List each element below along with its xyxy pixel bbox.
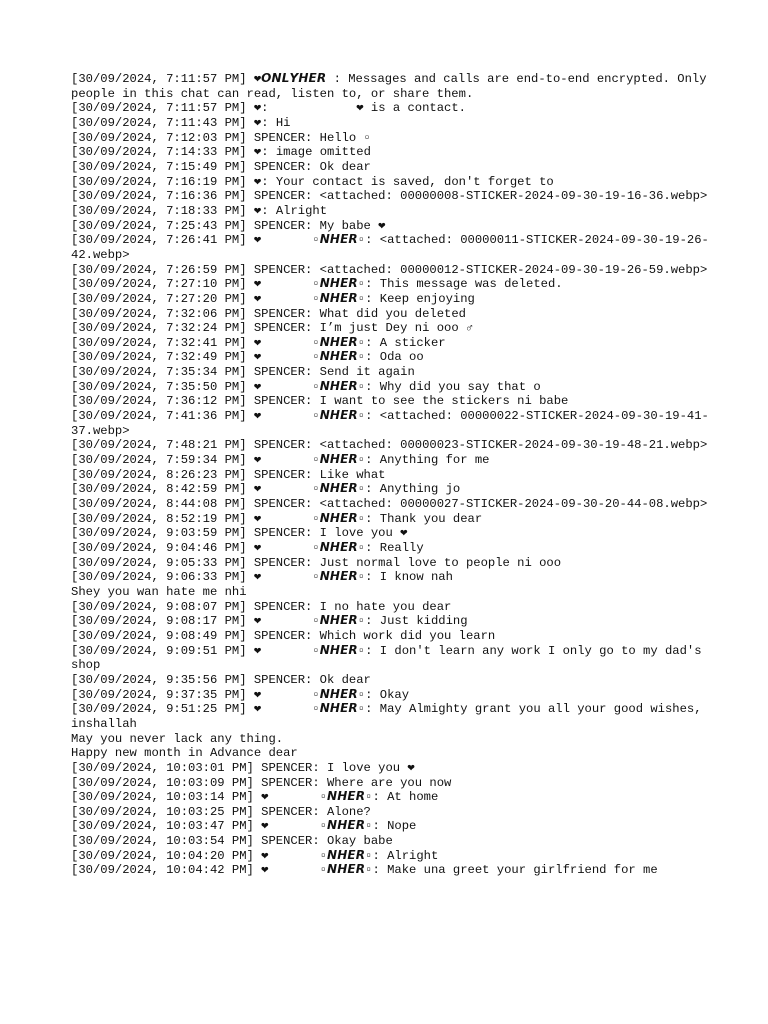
chat-line (71, 116, 711, 131)
message-text: : Really (365, 541, 424, 555)
message-timestamp: [30/09/2024, 7:41:36 PM] (71, 409, 254, 424)
chat-line (71, 512, 711, 527)
message-text: : What did you deleted (305, 306, 466, 321)
message-sender: SPENCER (253, 365, 306, 380)
chat-line (71, 189, 711, 204)
message-text: : <attached: 00000011-STICKER-2024-09-30-19-26-42.webp> (71, 233, 709, 262)
message-sender: ❤ (253, 145, 262, 160)
message-timestamp: [30/09/2024, 7:26:41 PM] (71, 233, 254, 248)
message-text: : Hi (261, 115, 291, 130)
message-timestamp: [30/09/2024, 7:25:43 PM] (71, 218, 254, 233)
message-timestamp: [30/09/2024, 7:32:41 PM] (71, 335, 254, 350)
message-text: : At home (372, 790, 439, 805)
message-sender: SPENCER (253, 262, 306, 277)
message-sender: SPENCER (261, 760, 313, 775)
chat-line (71, 101, 711, 116)
message-text: : Hello ▫ (305, 130, 371, 145)
chat-line (71, 761, 711, 776)
message-timestamp: [30/09/2024, 7:32:49 PM] (71, 350, 254, 365)
message-sender: ❤ ▫𝙉𝙃𝙀𝙍▫ (253, 570, 366, 585)
message-text: : Like what (305, 467, 386, 482)
message-sender: ❤ (253, 115, 262, 130)
message-text: : Okay babe (312, 834, 393, 849)
message-sender: SPENCER (253, 218, 306, 233)
chat-line (71, 438, 711, 453)
chat-line (71, 336, 711, 351)
message-timestamp: [30/09/2024, 8:44:08 PM] (71, 497, 254, 512)
chat-line (71, 819, 711, 834)
chat-line (71, 160, 711, 175)
message-text: : A sticker (365, 335, 446, 350)
message-text: ❤ is a contact. (356, 101, 466, 116)
message-text: : Ok dear (305, 159, 371, 174)
message-timestamp: [30/09/2024, 7:18:33 PM] (71, 203, 254, 218)
message-sender: SPENCER (253, 628, 306, 643)
chat-line (71, 453, 711, 468)
message-text: : Messages and calls are end-to-end encrypted. Only people in this chat can read, listen to, or share them. (71, 72, 714, 101)
message-text: : Thank you dear (365, 511, 483, 526)
message-sender: SPENCER (253, 599, 306, 614)
message-text: : Alright (372, 848, 439, 863)
message-text: : Nope (372, 819, 417, 834)
message-sender: ❤ ▫𝙉𝙃𝙀𝙍▫ (253, 291, 366, 306)
message-text: : Ok dear (305, 672, 371, 687)
message-timestamp: [30/09/2024, 10:03:47 PM] (71, 819, 262, 834)
message-text: : Anything jo (365, 482, 461, 497)
message-text: : Okay (365, 687, 410, 702)
chat-line (71, 570, 711, 599)
message-sender: ❤ ▫𝙉𝙃𝙀𝙍▫ (253, 511, 366, 526)
chat-line (71, 365, 711, 380)
message-sender: ❤ ▫𝙉𝙃𝙀𝙍▫ (253, 350, 366, 365)
chat-line (71, 702, 711, 761)
message-sender: SPENCER (253, 189, 306, 204)
chat-line (71, 394, 711, 409)
message-sender: ❤ ▫𝙉𝙃𝙀𝙍▫ (253, 687, 366, 702)
message-timestamp: [30/09/2024, 7:27:20 PM] (71, 291, 254, 306)
message-text: : Just normal love to people ni ooo (305, 555, 562, 570)
chat-transcript (71, 72, 714, 878)
chat-line (71, 805, 711, 820)
message-timestamp: [30/09/2024, 9:03:59 PM] (71, 526, 254, 541)
message-sender: SPENCER (253, 497, 306, 512)
message-timestamp: [30/09/2024, 9:51:25 PM] (71, 702, 254, 717)
message-sender: ❤ ▫𝙉𝙃𝙀𝙍▫ (253, 702, 366, 717)
message-timestamp: [30/09/2024, 7:36:12 PM] (71, 394, 254, 409)
message-timestamp: [30/09/2024, 7:11:57 PM] (71, 101, 254, 116)
message-sender: SPENCER (261, 834, 313, 849)
chat-line (71, 497, 711, 512)
chat-line (71, 688, 711, 703)
chat-line (71, 219, 711, 234)
message-timestamp: [30/09/2024, 9:37:35 PM] (71, 687, 254, 702)
message-text: : I don't learn any work I only go to my dad's shop (71, 643, 709, 673)
message-text: : Just kidding (365, 614, 468, 629)
message-sender: ❤ ▫𝙉𝙃𝙀𝙍▫ (253, 335, 366, 350)
message-text: : Make una greet your girlfriend for me (372, 863, 658, 878)
message-text: : Where are you now (312, 775, 452, 790)
chat-line (71, 233, 711, 262)
message-text: : Which work did you learn (305, 628, 496, 643)
message-text: : Oda oo (365, 350, 424, 365)
chat-line (71, 600, 711, 615)
message-timestamp: [30/09/2024, 7:35:50 PM] (71, 379, 254, 394)
message-sender: SPENCER (253, 438, 306, 453)
message-text: : Alright (261, 203, 328, 218)
chat-line (71, 834, 711, 849)
message-timestamp: [30/09/2024, 9:08:07 PM] (71, 599, 254, 614)
message-text: : Anything for me (365, 453, 490, 468)
message-sender: ❤ ▫𝙉𝙃𝙀𝙍▫ (261, 863, 373, 878)
chat-line (71, 644, 711, 673)
chat-line (71, 863, 711, 878)
message-timestamp: [30/09/2024, 8:42:59 PM] (71, 482, 254, 497)
message-text: : <attached: 00000012-STICKER-2024-09-30-19-26-59.webp> (305, 262, 708, 277)
chat-line (71, 790, 711, 805)
message-sender: ❤ ▫𝙉𝙃𝙀𝙍▫ (253, 277, 366, 292)
message-sender: SPENCER (253, 321, 306, 336)
chat-line (71, 614, 711, 629)
message-timestamp: [30/09/2024, 9:05:33 PM] (71, 555, 254, 570)
message-sender: ❤ (253, 174, 262, 189)
message-text: : Your contact is saved, don't forget to (261, 174, 554, 189)
chat-line (71, 482, 711, 497)
message-timestamp: [30/09/2024, 7:14:33 PM] (71, 145, 254, 160)
message-sender: ❤ ▫𝙉𝙃𝙀𝙍▫ (261, 848, 373, 863)
message-text: : <attached: 00000008-STICKER-2024-09-30-19-16-36.webp> (305, 189, 708, 204)
message-sender: ❤ ▫𝙉𝙃𝙀𝙍▫ (253, 614, 366, 629)
chat-line (71, 526, 711, 541)
message-timestamp: [30/09/2024, 7:26:59 PM] (71, 262, 254, 277)
message-sender: ❤: (253, 101, 357, 116)
message-text: : Send it again (305, 365, 415, 380)
message-text: : Why did you say that o (365, 379, 541, 394)
message-sender: ❤ ▫𝙉𝙃𝙀𝙍▫ (253, 409, 366, 424)
message-sender: ❤ ▫𝙉𝙃𝙀𝙍▫ (253, 453, 366, 468)
message-text: : I want to see the stickers ni babe (305, 394, 569, 409)
message-timestamp: [30/09/2024, 8:52:19 PM] (71, 511, 254, 526)
message-sender: ❤ ▫𝙉𝙃𝙀𝙍▫ (253, 643, 366, 658)
chat-line (71, 541, 711, 556)
message-timestamp: [30/09/2024, 7:32:24 PM] (71, 321, 254, 336)
chat-line (71, 145, 711, 160)
message-sender: SPENCER (253, 159, 306, 174)
chat-line (71, 468, 711, 483)
message-timestamp: [30/09/2024, 7:32:06 PM] (71, 306, 254, 321)
message-timestamp: [30/09/2024, 7:15:49 PM] (71, 159, 254, 174)
message-timestamp: [30/09/2024, 7:11:43 PM] (71, 115, 254, 130)
message-timestamp: [30/09/2024, 10:03:25 PM] (71, 804, 262, 819)
message-sender: SPENCER (253, 467, 306, 482)
chat-line (71, 849, 711, 864)
message-sender: SPENCER (253, 672, 306, 687)
message-timestamp: [30/09/2024, 9:09:51 PM] (71, 643, 254, 658)
message-timestamp: [30/09/2024, 7:48:21 PM] (71, 438, 254, 453)
message-timestamp: [30/09/2024, 7:35:34 PM] (71, 365, 254, 380)
message-sender: SPENCER (253, 394, 306, 409)
chat-line (71, 131, 711, 146)
message-sender: ❤ ▫𝙉𝙃𝙀𝙍▫ (261, 790, 373, 805)
message-timestamp: [30/09/2024, 7:16:36 PM] (71, 189, 254, 204)
message-text: : <attached: 00000023-STICKER-2024-09-30-19-48-21.webp> (305, 438, 708, 453)
message-text: : I’m just Dey ni ooo ♂ (305, 321, 474, 336)
chat-line (71, 321, 711, 336)
message-text: : My babe ❤ (305, 218, 386, 233)
message-timestamp: [30/09/2024, 7:11:57 PM] (71, 72, 254, 86)
message-timestamp: [30/09/2024, 10:03:14 PM] (71, 790, 262, 805)
chat-line (71, 409, 711, 438)
message-text: : I no hate you dear (305, 599, 452, 614)
message-sender: ❤ ▫𝙉𝙃𝙀𝙍▫ (253, 379, 366, 394)
chat-line (71, 263, 711, 278)
message-timestamp: [30/09/2024, 10:04:20 PM] (71, 848, 262, 863)
chat-line (71, 204, 711, 219)
message-sender: SPENCER (253, 130, 306, 145)
message-text: : Keep enjoying (365, 291, 475, 306)
message-text: : Alone? (312, 804, 371, 819)
message-timestamp: [30/09/2024, 9:08:17 PM] (71, 614, 254, 629)
chat-line (71, 292, 711, 307)
message-sender: ❤ ▫𝙉𝙃𝙀𝙍▫ (253, 482, 366, 497)
message-text: : This message was deleted. (365, 277, 563, 292)
message-text: : I love you ❤ (312, 760, 415, 775)
chat-line (71, 776, 711, 791)
chat-line (71, 307, 711, 322)
message-timestamp: [30/09/2024, 7:12:03 PM] (71, 130, 254, 145)
message-sender: ❤ ▫𝙉𝙃𝙀𝙍▫ (253, 541, 366, 555)
message-sender: ❤ ▫𝙉𝙃𝙀𝙍▫ (253, 233, 366, 248)
message-sender: SPENCER (261, 775, 313, 790)
message-timestamp: [30/09/2024, 7:16:19 PM] (71, 174, 254, 189)
message-sender: ❤ ▫𝙉𝙃𝙀𝙍▫ (261, 819, 373, 834)
message-timestamp: [30/09/2024, 7:27:10 PM] (71, 277, 254, 292)
message-sender: SPENCER (253, 306, 306, 321)
message-timestamp: [30/09/2024, 10:04:42 PM] (71, 863, 262, 878)
message-sender: SPENCER (253, 555, 306, 570)
message-text: : I know nah Shey you wan hate me nhi (71, 570, 453, 599)
chat-line (71, 175, 711, 190)
chat-line (71, 556, 711, 571)
chat-line (71, 72, 714, 101)
message-timestamp: [30/09/2024, 9:06:33 PM] (71, 570, 254, 585)
chat-line (71, 673, 711, 688)
message-sender: ❤ (253, 203, 262, 218)
message-sender: SPENCER (261, 804, 313, 819)
message-timestamp: [30/09/2024, 7:59:34 PM] (71, 453, 254, 468)
chat-line (71, 277, 711, 292)
message-timestamp: [30/09/2024, 10:03:09 PM] (71, 775, 262, 790)
message-timestamp: [30/09/2024, 10:03:54 PM] (71, 834, 262, 849)
message-text: : <attached: 00000022-STICKER-2024-09-30-19-41-37.webp> (71, 409, 709, 438)
chat-line (71, 380, 711, 395)
message-text: : May Almighty grant you all your good wishes, inshallah May you never lack any thing. Happy new month in Advance dear (71, 702, 702, 761)
message-text: : I love you ❤ (305, 526, 408, 541)
message-timestamp: [30/09/2024, 9:04:46 PM] (71, 541, 254, 555)
chat-line (71, 629, 711, 644)
message-text: : <attached: 00000027-STICKER-2024-09-30-20-44-08.webp> (305, 497, 708, 512)
message-timestamp: [30/09/2024, 9:35:56 PM] (71, 672, 254, 687)
message-sender: ❤𝙊𝙉𝙇𝙔𝙃𝙀𝙍 (253, 72, 334, 86)
message-timestamp: [30/09/2024, 9:08:49 PM] (71, 628, 254, 643)
message-timestamp: [30/09/2024, 10:03:01 PM] (71, 760, 262, 775)
message-timestamp: [30/09/2024, 8:26:23 PM] (71, 467, 254, 482)
message-text: : image omitted (261, 145, 371, 160)
chat-line (71, 350, 711, 365)
message-sender: SPENCER (253, 526, 306, 541)
